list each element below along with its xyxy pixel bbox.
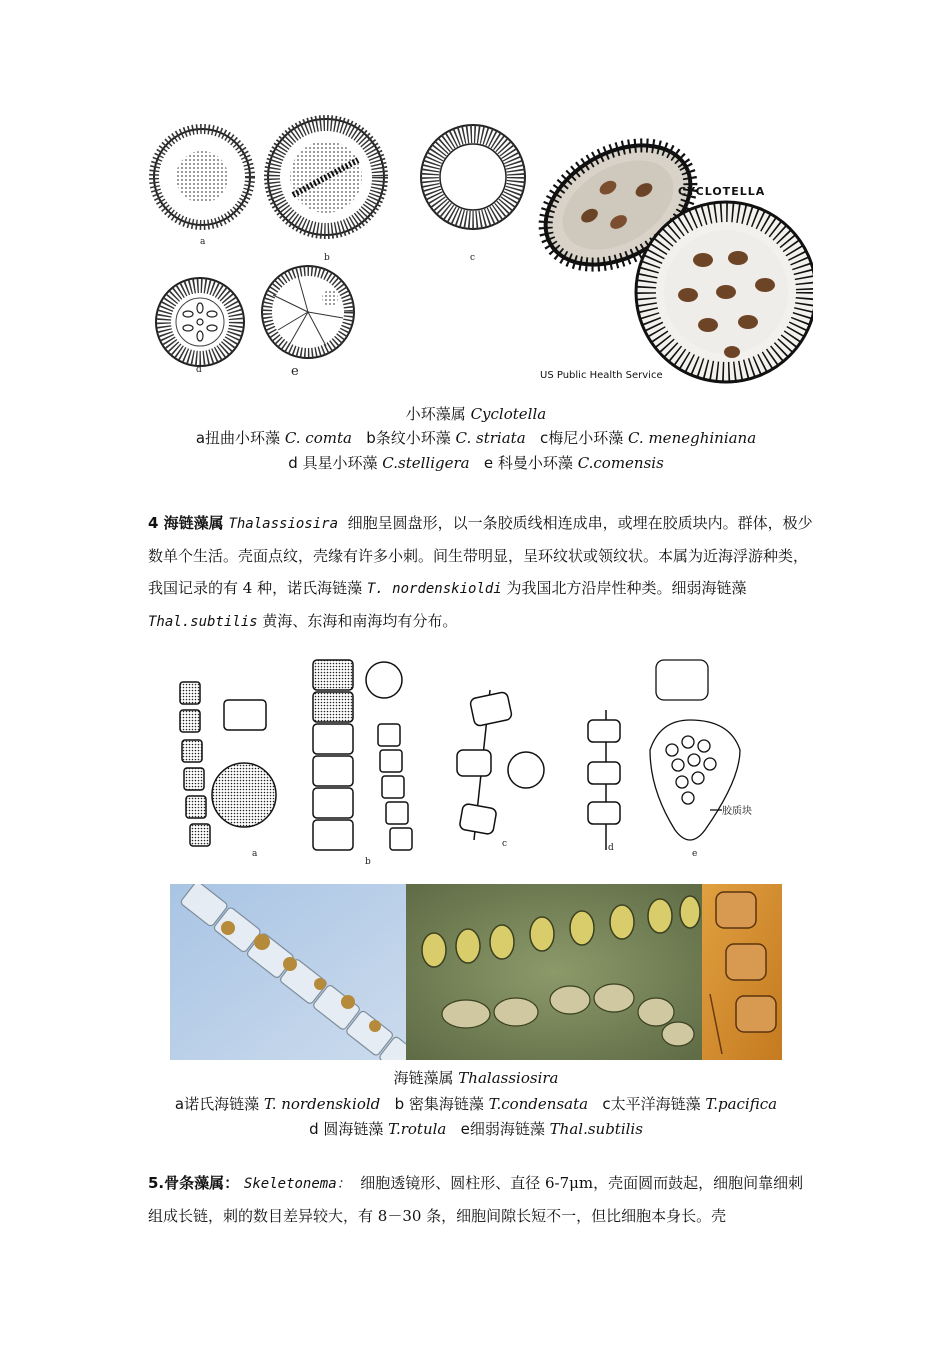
cyclotella-c-drawing <box>421 125 525 229</box>
credit-label: US Public Health Service <box>540 370 663 381</box>
fig2-panel-label-e: e <box>692 849 698 859</box>
cyclotella-b-drawing <box>268 119 384 235</box>
section5-text: 细胞透镜形、圆柱形、直径 6-7μm，壳面圆而鼓起，细胞间靠细刺组成长链，刺的数目差异较大，有 8－30 条，细胞间隙长短不一，但比细胞本身长。壳 <box>148 1174 804 1225</box>
section5-heading: 5.骨条藻属： <box>148 1174 240 1192</box>
fig2-panel-label-a: a <box>252 849 258 859</box>
section4-sci2: T. nordenskioldi <box>366 581 502 597</box>
panel-label-d: d <box>196 365 202 375</box>
cyclotella-title-label: CYCLOTELLA <box>678 185 766 198</box>
panel-label-a: a <box>200 237 206 247</box>
section5-sci-name: Skeletonema： <box>243 1176 351 1192</box>
section4-text3: 黄海、东海和南海均有分布。 <box>262 612 458 630</box>
section4-text1: 细胞呈圆盘形，以一条胶质线相连成串，或埋在胶质块内。群体，极少数单个生活。壳面点纹，壳缘有许多小刺。间生带明显，呈环纹状或领纹状。本属为近海浮游种类，我国记录的有 4 种，诺氏海链藻 <box>148 514 813 597</box>
cyclotella-e-drawing <box>262 266 354 358</box>
figure1-caption-line2: a扭曲小环藻 C. comta b条纹小环藻 C. striata c梅尼小环藻 C. meneghiniana <box>195 429 757 447</box>
micrograph-green <box>406 884 702 1060</box>
cyclotella-figure <box>148 110 813 402</box>
panel-label-b: b <box>324 253 330 263</box>
thalassiosira-micrographs <box>170 884 782 1060</box>
section4-text2: 为我国北方沿岸性种类。细弱海链藻 <box>506 579 747 597</box>
figure1-caption-line3: d 具星小环藻 C.stelligera e 科曼小环藻 C.comensis <box>288 454 664 472</box>
section4-sci3: Thal.subtilis <box>148 614 258 630</box>
section4-sci-name: Thalassiosira <box>228 516 339 532</box>
micrograph-blue <box>170 884 427 1060</box>
figure2-caption-line3: d 圆海链藻 T.rotula e细弱海链藻 Thal.subtilis <box>309 1120 643 1138</box>
thalassiosira-drawings <box>170 650 782 872</box>
fig2-panel-label-d: d <box>608 843 614 853</box>
panel-label-c: c <box>470 253 476 263</box>
figure2-caption-line1: 海链藻属 Thalassiosira <box>393 1069 559 1087</box>
panel-label-e: e <box>291 364 299 379</box>
figure1-caption-line1: 小环藻属 Cyclotella <box>405 405 547 423</box>
fig2-panel-label-c: c <box>502 839 508 849</box>
section5-paragraph <box>148 1167 818 1232</box>
gel-mass-annotation: 胶质块 <box>722 806 752 817</box>
micrograph-orange <box>702 884 782 1060</box>
fig2-panel-label-b: b <box>365 857 371 867</box>
section4-heading: 4 海链藻属 <box>148 514 224 532</box>
section4-paragraph <box>148 507 818 638</box>
cyclotella-d-drawing <box>156 278 244 366</box>
figure2-caption-line2: a诺氏海链藻 T. nordenskiold b 密集海链藻 T.condensata c太平洋海链藻 T.pacifica <box>174 1095 778 1113</box>
cyclotella-a-drawing <box>154 129 250 225</box>
